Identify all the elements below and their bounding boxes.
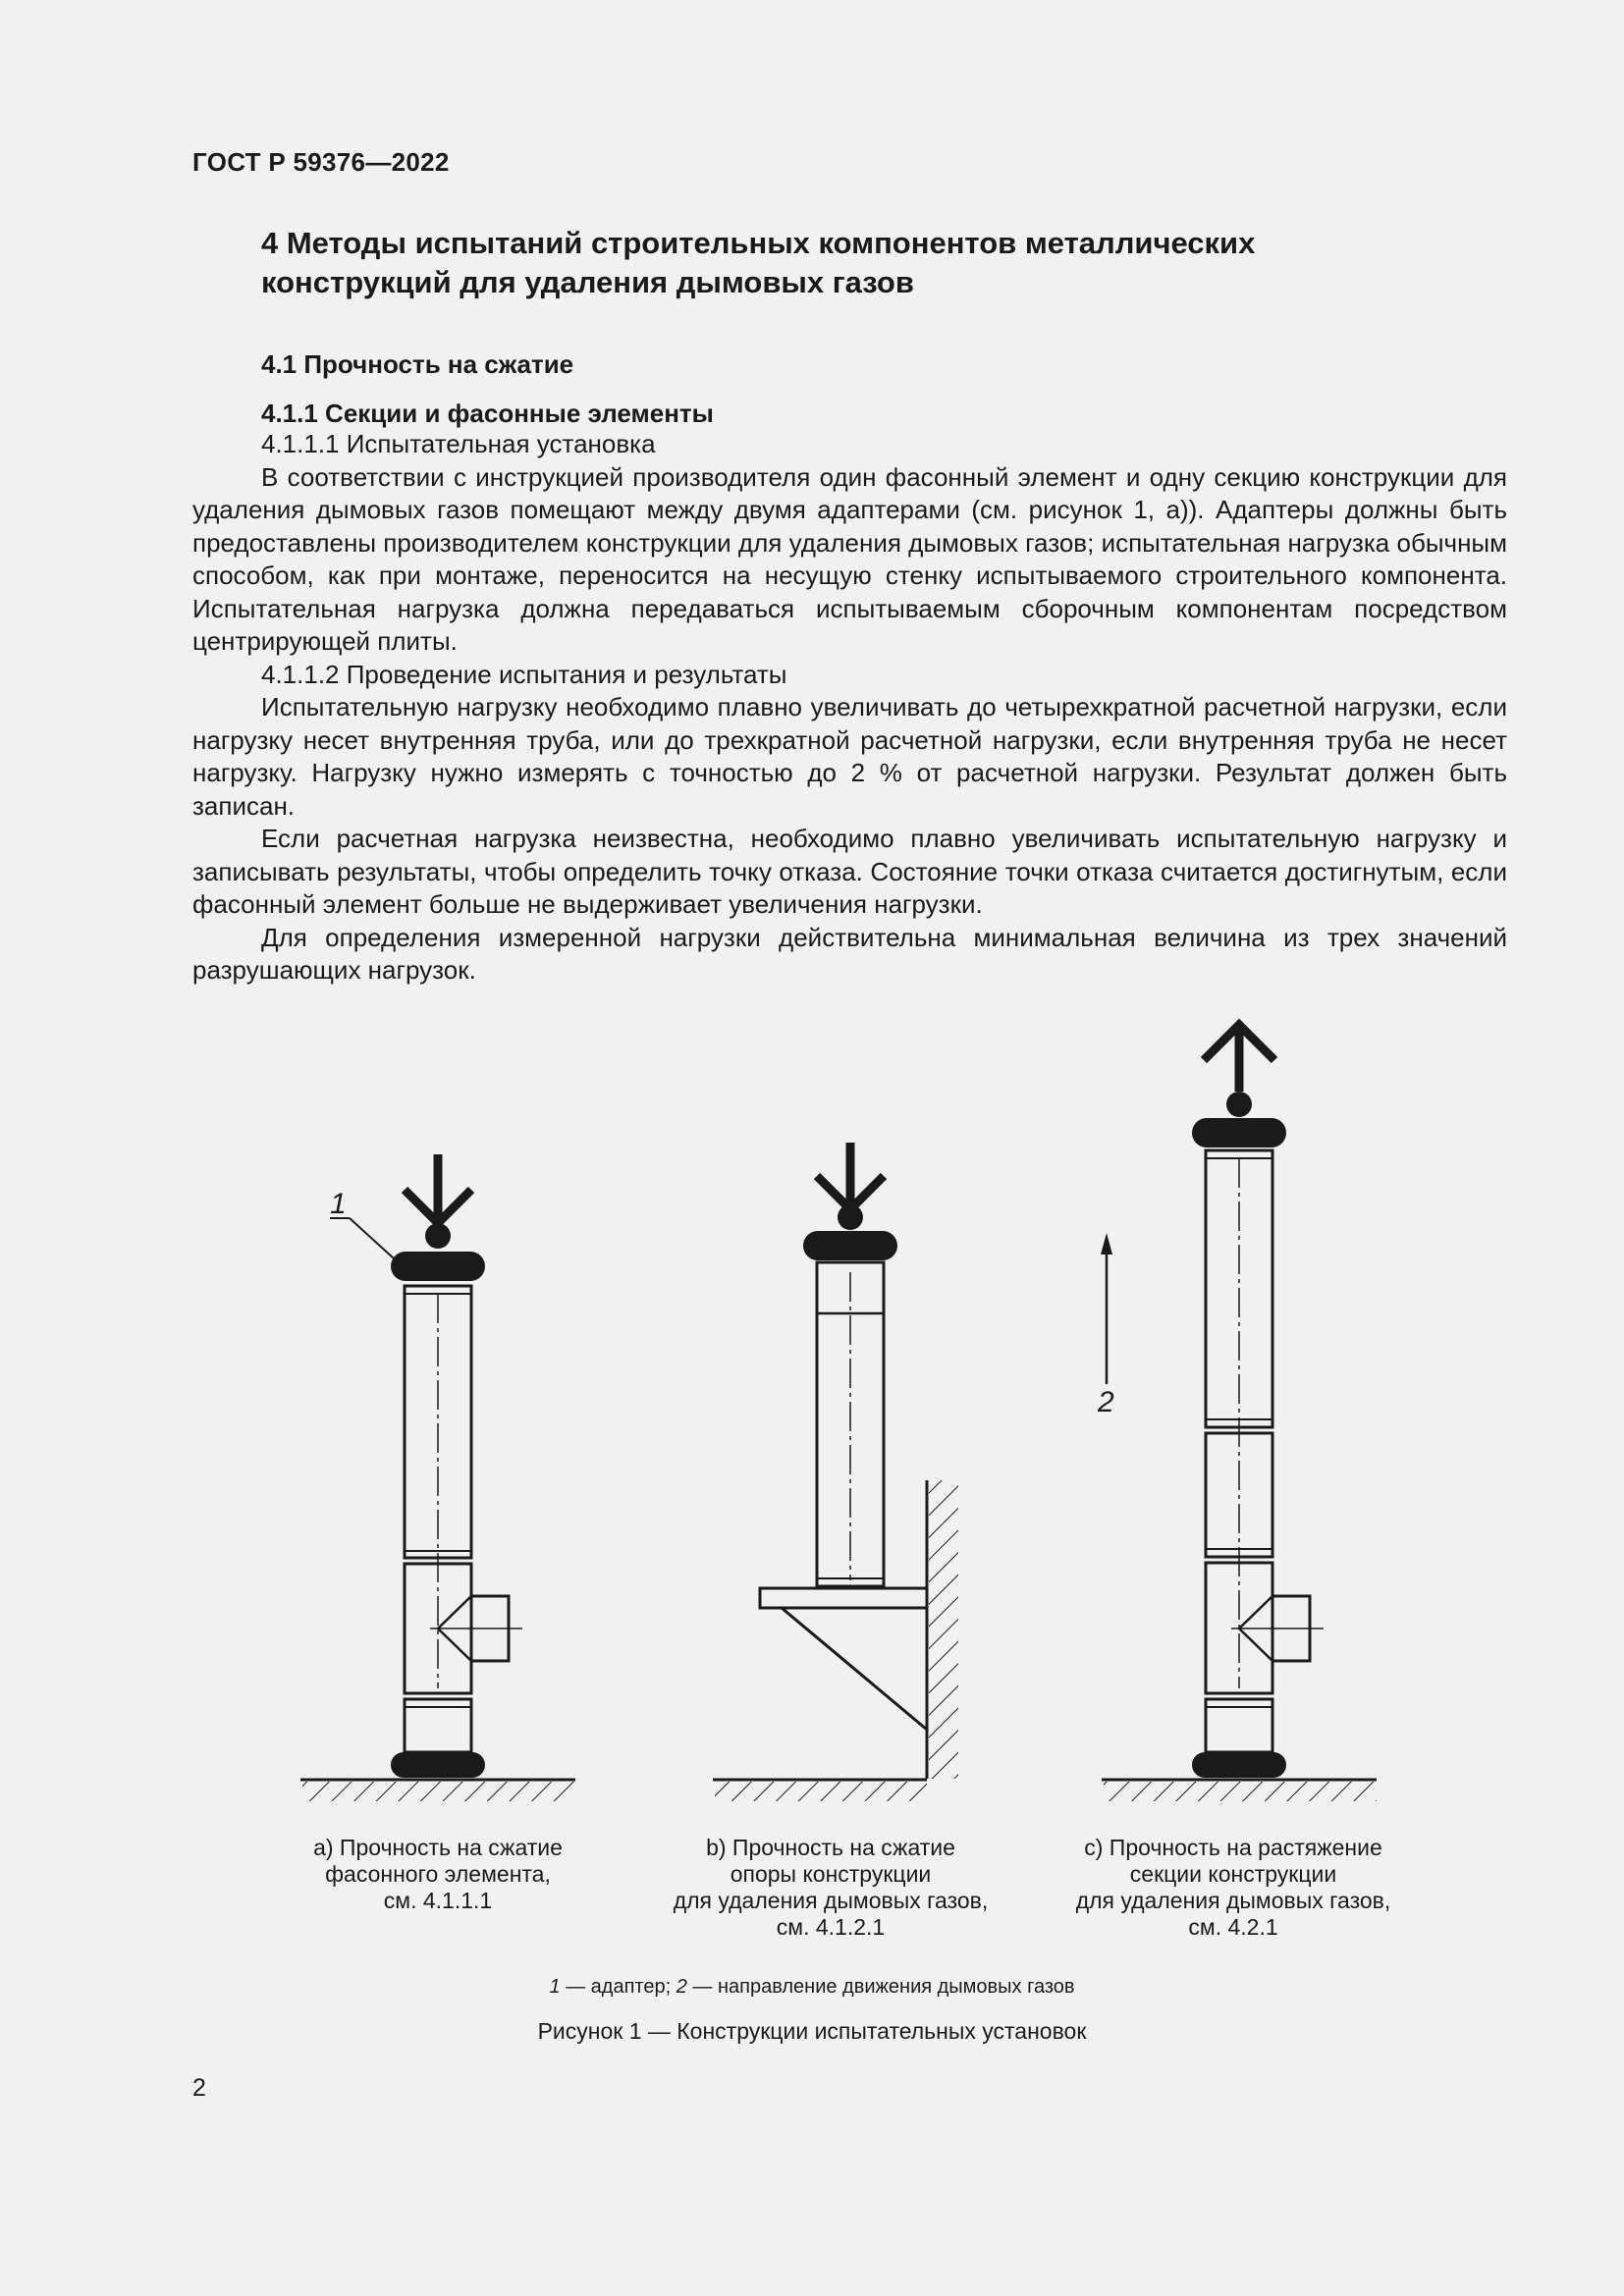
section-title-line1: 4 Методы испытаний строительных компонентов металлических — [261, 226, 1256, 260]
drawing-c-section-tension — [1102, 1025, 1377, 1801]
caption-line: для удаления дымовых газов, — [1075, 1888, 1391, 1913]
label-adapter-1: 1 — [330, 1188, 347, 1220]
flue-gas-direction-arrow — [1101, 1233, 1112, 1384]
drawing-b-support-compression — [713, 1143, 958, 1801]
caption-b — [644, 1835, 1017, 1941]
caption-line: см. 4.2.1 — [1188, 1914, 1278, 1940]
caption-line: опоры конструкции — [730, 1861, 932, 1887]
section-title-line2: конструкций для удаления дымовых газов — [261, 265, 914, 299]
caption-line: фасонного элемента, — [325, 1861, 551, 1887]
caption-c — [1047, 1835, 1420, 1941]
drawing-a-fitting-compression — [300, 1154, 575, 1801]
clause-heading-4-1-1-1: 4.1.1.1 Испытательная установка — [261, 429, 656, 458]
figure-title: Рисунок 1 — Конструкции испытательных установок — [537, 2018, 1087, 2044]
legend-number: 2 — [676, 1976, 687, 1998]
document-header: ГОСТ Р 59376—2022 — [192, 147, 450, 177]
caption-line: a) Прочность на сжатие — [313, 1835, 563, 1860]
paragraph: Если расчетная нагрузка неизвестна, необходимо плавно увеличивать испытательную нагрузку и записывать результаты, чтобы определить точку отказа. Состояние точки отказа считается достигнутым, если фасонный элемент больше не выдерживает увеличения нагрузки. — [192, 824, 1507, 919]
clause-heading-4-1-1-2: 4.1.1.2 Проведение испытания и результаты — [261, 659, 787, 689]
subsubsection-heading: 4.1.1 Секции и фасонные элементы — [261, 399, 714, 428]
legend-text: — направление движения дымовых газов — [686, 1976, 1075, 1998]
label-direction-2: 2 — [1098, 1386, 1114, 1418]
paragraph: В соответствии с инструкцией производителя один фасонный элемент и одну секцию конструкции для удаления дымовых газов помещают между двумя адаптерами (см. рисунок 1, a)). Адаптеры должны быть предоставлены производителем конструкции для удаления дымовых газов; испытательная нагрузка обычным способом, как при монтаже, переносится на несущую стенку испытываемого строительного компонента. Испытательная нагрузка должна передаваться испытываемым сборочным компонентам посредством центрирующей плиты. — [192, 461, 1507, 656]
caption-line: c) Прочность на растяжение — [1084, 1835, 1382, 1860]
paragraph: Для определения измеренной нагрузки действительна минимальная величина из трех значений разрушающих нагрузок. — [192, 922, 1507, 985]
caption-line: см. 4.1.1.1 — [383, 1888, 493, 1913]
legend-number: 1 — [549, 1976, 561, 1998]
page-number: 2 — [192, 2074, 206, 2102]
subsection-heading: 4.1 Прочность на сжатие — [261, 349, 574, 379]
caption-line: b) Прочность на сжатие — [706, 1835, 955, 1860]
caption-line: для удаления дымовых газов, — [673, 1888, 989, 1913]
legend-text: — адаптер; — [560, 1976, 677, 1998]
paragraph: Испытательную нагрузку необходимо плавно увеличивать до четырехкратной расчетной нагрузки, если нагрузку несет внутренняя труба, или до трехкратной расчетной нагрузки, если внутренняя труба не несет нагрузку. Нагрузку нужно измерять с точностью до 2 % от расчетной нагрузки. Результат должен быть записан. — [192, 692, 1507, 821]
figure-legend — [0, 1976, 1624, 1999]
caption-a — [271, 1835, 605, 1914]
caption-line: см. 4.1.2.1 — [776, 1914, 886, 1940]
caption-line: секции конструкции — [1129, 1861, 1337, 1887]
